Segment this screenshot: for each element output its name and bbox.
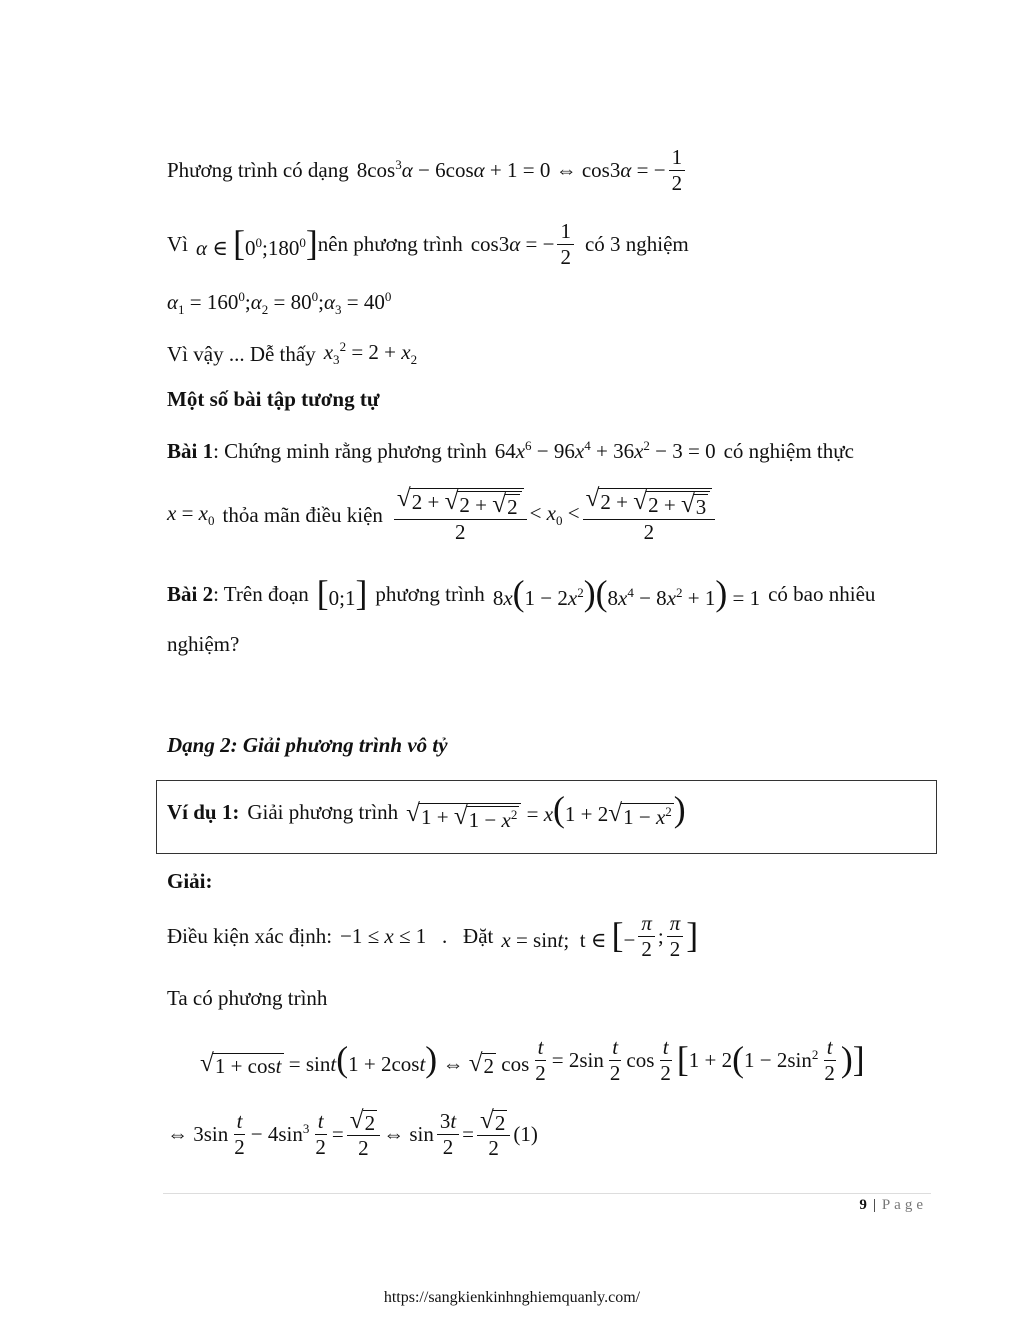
math-interval-0-1: [0;1] [316,573,368,614]
exercise-2-text: : Trên đoạn [213,581,309,606]
equation-line-1 [167,140,688,200]
source-url[interactable]: https://sangkienkinhnghiemquanly.com/ [383,1289,641,1306]
fraction-t-over-2-d: $\frac{t}{2}$ [824,1035,835,1085]
math-x-equals-x0: $x = x_0$ [167,500,215,529]
text-ta-co-phuong-trinh: Ta có phương trình [167,985,328,1010]
text-vi-vay: Vì vậy ... Dễ thấy [167,341,316,366]
heading-similar-exercises: Một số bài tập tương tự [167,386,380,411]
fraction-right-bound: √ 2 + √ 2 + √ 3 2 [583,486,716,544]
fraction-one-half-2: $\frac{1}{2}$ [557,219,574,268]
solution-label: Giải: [167,868,213,893]
example-1-line [167,788,686,832]
exercise-2-mid: phương trình [375,581,485,606]
math-poly-8x: $8x(1 - 2x^2)(8x^4 - 8x^2 + 1) = 1$ [492,573,761,614]
math-domain: −1 ≤ x ≤ 1 . [340,923,464,948]
text-dat: Đặt [463,923,494,948]
fraction-t-over-2-b: $\frac{t}{2}$ [609,1035,621,1085]
text-thoa-man: thỏa mãn điều kiện [222,502,383,527]
exercise-2-line [167,574,875,614]
footer-divider [163,1193,931,1194]
text-vi: Vì [167,231,188,256]
fraction-pi-over-2-b: $\frac{\pi}{2}$ [667,911,684,960]
math-poly-64: $64x^6 - 96x^4 + 36x^2 - 3 = 0$ [494,438,716,463]
fraction-sqrt2-over-2-b: √ 2 2 [477,1108,510,1160]
page-number: 9 [859,1197,867,1213]
equation-transform-2: ⇔ 3sin $\frac{t}{2}$ − $4\sin^3$ $\frac{t}{2}$ = √ 2 2 ⇔ sin $\frac{3t}{2}$ = √ 2 2 (1) [167,1106,538,1160]
equation-line-3 [167,288,391,320]
exercise-1-text: : Chứng minh rằng phương trình [213,438,487,463]
equation-line-4 [167,338,417,370]
math-cos3alpha: cos3α = − [470,231,555,256]
exercise-1-condition-line [167,478,718,552]
fraction-t-over-2-c: $\frac{t}{2}$ [660,1035,671,1085]
heading-dang-2: Dạng 2: Giải phương trình vô tỷ [167,732,448,757]
equation-line-2 [167,215,689,273]
footer-separator: | [872,1197,876,1213]
text-nen-phuong-trinh: nên phương trình [317,231,463,256]
fraction-t-over-2-f: $\frac{t}{2}$ [315,1109,326,1159]
example-1-text: Giải phương trình [247,799,399,824]
fraction-3t-over-2: $\frac{3t}{2}$ [437,1109,459,1158]
page-label: Page [881,1197,927,1213]
exercise-2-continuation: nghiệm? [167,631,240,656]
text-dieu-kien: Điều kiện xác định: [167,923,333,948]
exercise-1-label: Bài 1 [167,438,214,463]
exercise-2-tail: có bao nhiêu [768,581,876,606]
math-substitution: x = sint; t ∈ [− [501,915,636,956]
fraction-pi-over-2-a: $\frac{\pi}{2}$ [638,911,655,960]
math-example-1-equation: √ 1 + √ $1 - x^2$ = x(1 + 2 √ $1 - x^2$ ) [406,788,686,832]
math-alpha-values: $\alpha_1$ = $160^0;\alpha_2$ = $80^0;\alpha_3 = 40^0$ [167,289,392,318]
fraction-one-half: $\frac{1}{2}$ [669,145,686,194]
fraction-t-over-2-a: $\frac{t}{2}$ [535,1035,546,1085]
math-x3-squared: $x_3^2 = 2 + x_2$ [323,339,418,368]
exercise-2-label: Bài 2 [167,581,214,606]
equation-transform-1: √ 1 + cost = sint(1 + 2cost) ⇔ √ 2 cos $\frac{t}{2}$ = 2sin $\frac{t}{2}$ cos $\frac{t}{2}$ [ 1 + 2 ( $1 - 2\sin^2$ $\frac{t}{2}$ )] [200,1035,865,1085]
exercise-1-line [167,434,854,468]
example-1-label: Ví dụ 1: [167,799,240,824]
math-lt-x0-lt: < $x_0$ < [529,500,580,529]
math-eq-lhs: √ 1 + cost = sint(1 + 2cost) ⇔ √ 2 cos [200,1038,530,1079]
page-footer [859,1197,927,1214]
math-cubic-cos: $8\cos^3\alpha - 6\cos\alpha + 1 = 0$ ⇔ cos3α = − [356,157,666,182]
text-co-3-nghiem: có 3 nghiệm [584,231,689,256]
text-phuong-trinh-co-dang: Phương trình có dạng [167,157,349,182]
exercise-1-tail: có nghiệm thực [723,438,854,463]
fraction-t-over-2-e: $\frac{t}{2}$ [234,1109,245,1159]
fraction-left-bound: √ 2 + √ 2 + √ 2 2 [394,486,527,544]
math-alpha-interval: α ∈ $[0^0;180^0]$ [196,223,318,264]
fraction-sqrt2-over-2-a: √ 2 2 [347,1108,380,1160]
condition-line: Điều kiện xác định: −1 ≤ x ≤ 1 . Đặt x = sint; t ∈ [− $\frac{\pi}{2}$ ; $\frac{\pi}{2}$ ] [167,911,699,961]
